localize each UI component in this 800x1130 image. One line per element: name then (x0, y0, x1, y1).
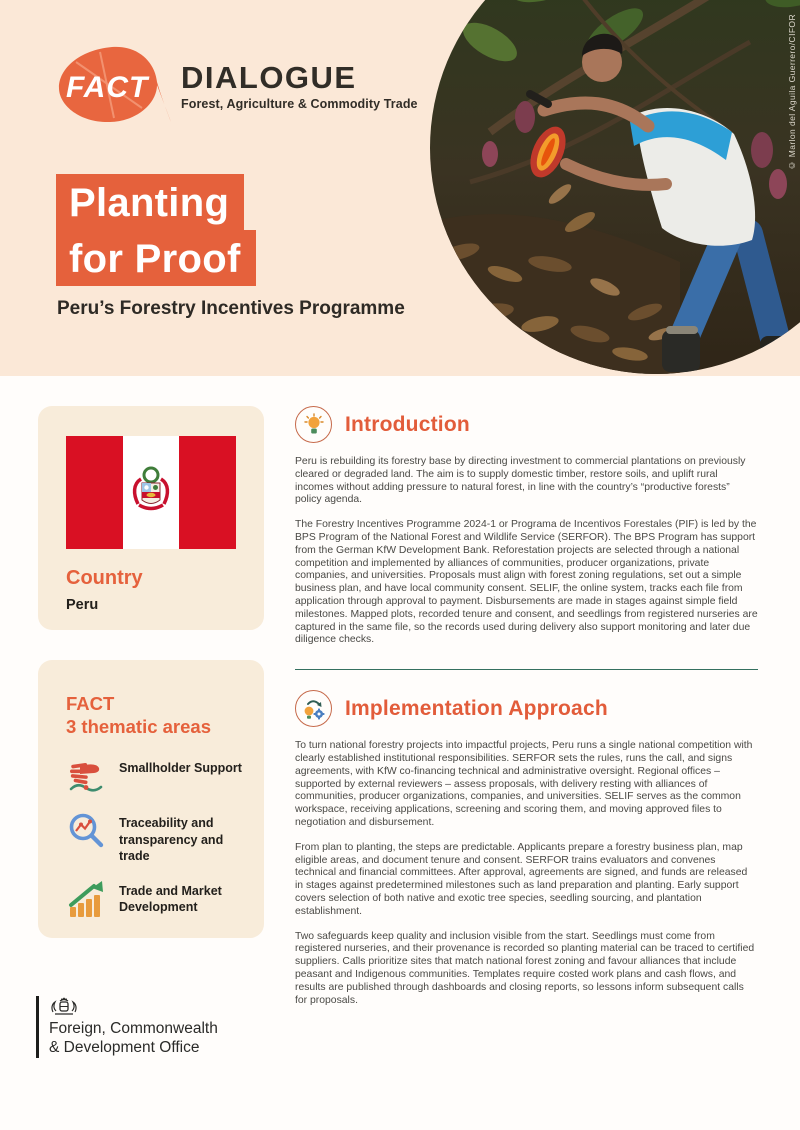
section-divider (295, 669, 758, 670)
fact-card-heading (66, 692, 244, 738)
fact-heading-line1: FACT (66, 693, 115, 714)
page-title (56, 174, 256, 286)
country-value: Peru (66, 597, 99, 613)
section-heading: Implementation Approach (345, 696, 608, 720)
list-item (66, 879, 244, 919)
fcdo-org-line1: Foreign, Commonwealth (49, 1020, 218, 1037)
thematic-area-label: Trade and Market Development (119, 884, 222, 915)
fact-leaf-icon (54, 44, 172, 128)
fcdo-logo (36, 996, 218, 1058)
logo-wordmark (181, 44, 418, 111)
royal-crest-icon (49, 996, 79, 1016)
fact-heading-line2: 3 thematic areas (66, 716, 212, 738)
header-band (0, 0, 800, 376)
introduction-section-header (295, 406, 758, 443)
section-heading: Introduction (345, 412, 470, 436)
intro-paragraph-2: The Forestry Incentives Programme 2024-1 or Programa de Incentivos Forestales (PIF) is led by the BPS Program of the National Forest and Wildlife Service (SERFOR). The BPS Program has support from the German KfW Development Bank. Reforestation projects are selected through a national competition and implemented by alliances of communities, producer organizations, private companies, and universities. Proposals must align with forest zoning regulations, set out a simple business plan, and have local community consent. SELIF, the online system, tracks each file from application through approval to payment. Disbursements are made in stages against simple field milestones. Mapped plots, recorded tenure and consent, and seedlings from registered nurseries are captured in the same file, so the records used during delivery also support monitoring and later due diligence checks. (295, 519, 758, 646)
thematic-area-label: Smallholder Support (119, 761, 242, 776)
title-line-1: Planting (56, 174, 244, 230)
thematic-area-label: Traceability and transparency and trade (119, 816, 224, 863)
fcdo-org-line2: & Development Office (49, 1039, 200, 1057)
thematic-areas-list (66, 756, 244, 919)
page-subtitle: Peru’s Forestry Incentives Programme (57, 298, 405, 319)
peru-flag (66, 436, 236, 549)
logo-tagline: Forest, Agriculture & Commodity Trade (181, 97, 418, 111)
title-line-2: for Proof (56, 230, 256, 286)
country-card (38, 406, 264, 630)
implementation-paragraph-1: To turn national forestry projects into impactful projects, Peru runs a single national competition with clearly established institutional responsibilities. SERFOR sets the rules, runs the call, and signs agreements, with KfW co-financing technical and administrative oversight. Regional offices – supported by external reviewers – assess proposals, with delivery resting with alliances of communities, producer organizations, companies, and universities. SELIF serves as the common workspace, receiving applications, screening and scoring them, and moving approved files to negotiation and disbursement. (295, 740, 753, 828)
list-item (66, 756, 244, 796)
implementation-section-header (295, 690, 758, 727)
trade-market-icon (66, 879, 106, 919)
fact-dialogue-logo (54, 44, 418, 128)
traceability-icon (66, 811, 106, 851)
hero-photo (430, 0, 800, 374)
lightbulb-gear-icon (295, 690, 332, 727)
lightbulb-icon (295, 406, 332, 443)
implementation-paragraph-2: From plan to planting, the steps are predictable. Applicants prepare a forestry business plan, map eligible areas, and document tenure and consent. SERFOR trains evaluators and convenes technical and financial committees. After approval, agreements are signed, and funds are released in stages against predetermined milestones such as land preparation and planting. Early support covers selection of both native and exotic tree species, seedling sourcing, and plantation establishment. (295, 841, 748, 917)
smallholder-support-icon (66, 756, 106, 796)
logo-fact-text: FACT (66, 71, 149, 104)
logo-dialogue-text: DIALOGUE (181, 60, 357, 95)
main-content (295, 406, 758, 1019)
thematic-areas-card (38, 660, 264, 938)
photo-credit: © Marlon del Aguila Guerrero/CIFOR (787, 14, 797, 171)
country-heading: Country (66, 567, 143, 589)
list-item (66, 811, 244, 864)
intro-paragraph-1: Peru is rebuilding its forestry base by directing investment to commercial plantations on previously cleared or degraded land. The aim is to supply domestic timber, restore soils, and uplift rural incomes without adding pressure to natural forest, in line with the country’s “productive forests” policy agenda. (295, 456, 746, 506)
implementation-paragraph-3: Two safeguards keep quality and inclusion visible from the start. Seedlings must come from registered nurseries, and their provenance is recorded so planting material can be traced to certified suppliers. Calls prioritize sites that match national forest zoning and favour alliances that include peasant and Indigenous communities. Templates require costed work plans and cash flows, and results are published through dashboards and closing reports, so lessons inform subsequent calls for proposals. (295, 930, 755, 1006)
cacao-farmer-photo-illustration (430, 0, 800, 374)
